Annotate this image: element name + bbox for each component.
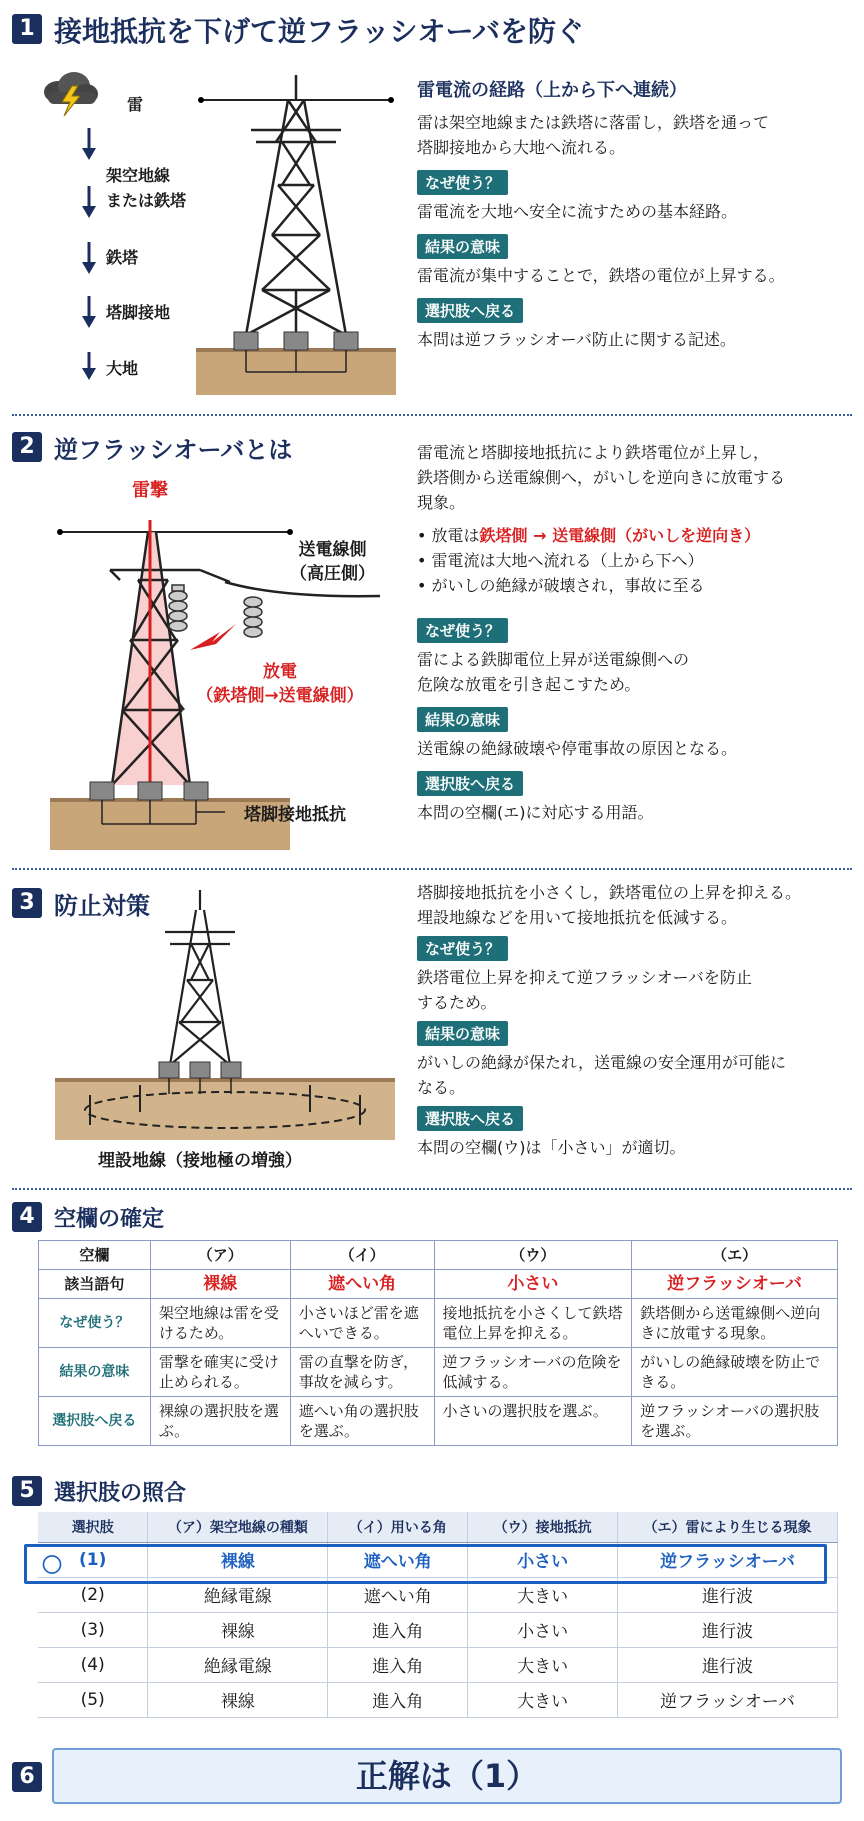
answer-text: 正解は（1） bbox=[355, 1757, 539, 1795]
correct-row-highlight bbox=[24, 1544, 827, 1584]
bullet-insulation: • がいしの絶縁が破壊され，事故に至る bbox=[417, 576, 705, 595]
bullet-current: • 雷電流は大地へ流れる（上から下へ） bbox=[417, 551, 704, 570]
result-tag: 結果の意味 bbox=[417, 1021, 508, 1046]
answer-box bbox=[52, 1748, 842, 1804]
option-cell: (5) bbox=[38, 1682, 148, 1717]
table-cell: 接地抵抗を小さくして鉄塔電位上昇を抑える。 bbox=[434, 1299, 632, 1348]
table-row bbox=[38, 1612, 838, 1647]
header-cell: （ウ）接地抵抗 bbox=[468, 1512, 618, 1542]
table-row bbox=[39, 1397, 838, 1446]
table-cell: 大きい bbox=[468, 1647, 618, 1682]
table-cell: 架空地線は雷を受けるため。 bbox=[150, 1299, 290, 1348]
why-tag: なぜ使う？ bbox=[417, 618, 508, 643]
tower-illustration bbox=[196, 70, 396, 400]
table-row bbox=[39, 1348, 838, 1397]
flow-or-tower: または鉄塔 bbox=[106, 191, 187, 210]
header-cell: （エ）雷により生じる現象 bbox=[618, 1512, 838, 1542]
result-text: がいしの絶縁が保たれ，送電線の安全運用が可能に なる。 bbox=[417, 1053, 786, 1097]
buried-wire-caption: 埋設地線（接地極の増強） bbox=[98, 1151, 302, 1171]
table-cell: 小さい bbox=[468, 1612, 618, 1647]
down-arrow-icon bbox=[82, 296, 96, 328]
header-cell: （ウ） bbox=[434, 1241, 632, 1270]
table-cell: がいしの絶縁破壊を防止できる。 bbox=[632, 1348, 838, 1397]
section-divider bbox=[12, 414, 852, 416]
table-row bbox=[38, 1682, 838, 1717]
section-3-number: 3 bbox=[12, 888, 42, 918]
term-cell: 逆フラッシオーバ bbox=[632, 1270, 838, 1299]
option-cell: (3) bbox=[38, 1612, 148, 1647]
table-cell: 裸線 bbox=[148, 1612, 328, 1647]
table-row bbox=[39, 1270, 838, 1299]
header-cell: （イ）用いる角 bbox=[328, 1512, 468, 1542]
table-cell: 絶縁電線 bbox=[148, 1647, 328, 1682]
table-cell: 進入角 bbox=[328, 1612, 468, 1647]
section-1-number: 1 bbox=[12, 14, 42, 44]
section-3-text bbox=[417, 880, 857, 1160]
result-tag: 結果の意味 bbox=[417, 707, 508, 732]
section-2-desc: 雷電流と塔脚接地抵抗により鉄塔電位が上昇し， 鉄塔側から送電線側へ，がいしを逆向きに放電する 現象。 bbox=[417, 443, 786, 512]
table-cell: 進行波 bbox=[618, 1577, 838, 1612]
table-cell: 裸線の選択肢を選ぶ。 bbox=[150, 1397, 290, 1446]
section-divider bbox=[12, 868, 852, 870]
back-tag: 選択肢へ戻る bbox=[417, 1106, 523, 1131]
result-tag: 結果の意味 bbox=[417, 234, 508, 259]
row-label: 選択肢へ戻る bbox=[39, 1397, 151, 1446]
back-tag: 選択肢へ戻る bbox=[417, 298, 523, 323]
table-cell: 裸線 bbox=[148, 1542, 328, 1577]
header-cell: （ア）架空地線の種類 bbox=[148, 1512, 328, 1542]
table-row bbox=[39, 1299, 838, 1348]
section-4-title: 空欄の確定 bbox=[54, 1207, 165, 1232]
flow-lightning: 雷 bbox=[127, 95, 144, 114]
row-label: 結果の意味 bbox=[39, 1348, 151, 1397]
correct-mark-icon: 〇 bbox=[42, 1552, 62, 1577]
why-tag: なぜ使う？ bbox=[417, 170, 508, 195]
result-text: 送電線の絶縁破壊や停電事故の原因となる。 bbox=[417, 739, 738, 758]
table-cell: 裸線 bbox=[148, 1682, 328, 1717]
why-tag: なぜ使う？ bbox=[417, 936, 508, 961]
flow-tower-foot: 塔脚接地 bbox=[106, 303, 171, 322]
term-cell: 遮へい角 bbox=[290, 1270, 434, 1299]
table-cell: 遮へい角 bbox=[328, 1542, 468, 1577]
table-cell: 絶縁電線 bbox=[148, 1577, 328, 1612]
table-cell: 小さいほど雷を遮へいできる。 bbox=[290, 1299, 434, 1348]
option-cell: (4) bbox=[38, 1647, 148, 1682]
section-2-number: 2 bbox=[12, 432, 42, 462]
section-3-desc: 塔脚接地抵抗を小さくし，鉄塔電位の上昇を抑える。 埋設地線などを用いて接地抵抗を低減する。 bbox=[417, 883, 802, 927]
section-1-subtitle: 雷電流の経路（上から下へ連続） bbox=[417, 80, 687, 101]
table-cell: 逆フラッシオーバ bbox=[618, 1682, 838, 1717]
section-1-title: 接地抵抗を下げて逆フラッシオーバを防ぐ bbox=[54, 15, 585, 48]
section-1-text bbox=[417, 76, 857, 352]
section-3-title: 防止対策 bbox=[54, 892, 150, 920]
section-6-number: 6 bbox=[12, 1762, 42, 1792]
table-cell: 大きい bbox=[468, 1577, 618, 1612]
back-text: 本問の空欄(ウ)は「小さい」が適切。 bbox=[417, 1138, 686, 1157]
table-cell: 進入角 bbox=[328, 1647, 468, 1682]
table-cell: 遮へい角の選択肢を選ぶ。 bbox=[290, 1397, 434, 1446]
table-cell: 小さい bbox=[468, 1542, 618, 1577]
row-label: 該当語句 bbox=[39, 1270, 151, 1299]
table-cell: 進入角 bbox=[328, 1682, 468, 1717]
table-cell: 遮へい角 bbox=[328, 1577, 468, 1612]
back-text: 本問は逆フラッシオーバ防止に関する記述。 bbox=[417, 330, 736, 349]
table-header-row bbox=[39, 1241, 838, 1270]
header-cell: 空欄 bbox=[39, 1241, 151, 1270]
flow-overhead-wire: 架空地線 bbox=[106, 166, 171, 185]
row-label: なぜ使う？ bbox=[39, 1299, 151, 1348]
table-header-row bbox=[38, 1512, 838, 1542]
term-cell: 小さい bbox=[434, 1270, 632, 1299]
section-2-title: 逆フラッシオーバとは bbox=[54, 436, 293, 464]
option-cell: (2) bbox=[38, 1577, 148, 1612]
back-tag: 選択肢へ戻る bbox=[417, 771, 523, 796]
flow-earth: 大地 bbox=[106, 359, 139, 378]
result-text: 雷電流が集中することで，鉄塔の電位が上昇する。 bbox=[417, 266, 785, 285]
why-text: 雷電流を大地へ安全に流すための基本経路。 bbox=[417, 202, 738, 221]
back-text: 本問の空欄(エ)に対応する用語。 bbox=[417, 803, 654, 822]
table-cell: 雷撃を確実に受け止められる。 bbox=[150, 1348, 290, 1397]
tower-ground-resistance-label: 塔脚接地抵抗 bbox=[244, 805, 346, 825]
header-cell: 選択肢 bbox=[38, 1512, 148, 1542]
section-5-title: 選択肢の照合 bbox=[54, 1481, 187, 1506]
down-arrow-icon bbox=[82, 186, 96, 218]
section-1-desc: 雷は架空地線または鉄塔に落雷し，鉄塔を通って 塔脚接地から大地へ流れる。 bbox=[417, 113, 770, 157]
table-cell: 大きい bbox=[468, 1682, 618, 1717]
table-cell: 雷の直撃を防ぎ，事故を減らす。 bbox=[290, 1348, 434, 1397]
table-row bbox=[38, 1647, 838, 1682]
table-cell: 進行波 bbox=[618, 1612, 838, 1647]
why-text: 雷による鉄脚電位上昇が送電線側への 危険な放電を引き起こすため。 bbox=[417, 650, 690, 694]
option-cell: 〇 (1) bbox=[38, 1542, 148, 1577]
down-arrow-icon bbox=[82, 352, 96, 380]
blank-determination-table bbox=[38, 1240, 838, 1446]
header-cell: （ア） bbox=[150, 1241, 290, 1270]
buried-ground-wire-illustration bbox=[55, 890, 395, 1140]
down-arrow-icon bbox=[82, 242, 96, 274]
option-matching-table bbox=[38, 1512, 838, 1718]
table-cell: 逆フラッシオーバの選択肢を選ぶ。 bbox=[632, 1397, 838, 1446]
table-cell: 逆フラッシオーバの危険を低減する。 bbox=[434, 1348, 632, 1397]
term-cell: 裸線 bbox=[150, 1270, 290, 1299]
header-cell: （イ） bbox=[290, 1241, 434, 1270]
strike-label: 雷撃 bbox=[132, 480, 168, 501]
discharge-label: 放電 （鉄塔側→送電線側） bbox=[196, 662, 364, 706]
section-5-number: 5 bbox=[12, 1476, 42, 1506]
table-cell: 鉄塔側から送電線側へ逆向きに放電する現象。 bbox=[632, 1299, 838, 1348]
header-cell: （エ） bbox=[632, 1241, 838, 1270]
line-side-label: 送電線側 （高圧側） bbox=[290, 540, 375, 584]
bullet-discharge: • 放電は鉄塔側 → 送電線側（がいしを逆向き） bbox=[417, 526, 761, 545]
down-arrow-icon bbox=[82, 128, 96, 160]
section-4-number: 4 bbox=[12, 1202, 42, 1232]
section-divider bbox=[12, 1188, 852, 1190]
table-cell: 小さいの選択肢を選ぶ。 bbox=[434, 1397, 632, 1446]
flow-tower: 鉄塔 bbox=[106, 248, 139, 267]
storm-cloud-icon bbox=[38, 68, 102, 116]
table-cell: 逆フラッシオーバ bbox=[618, 1542, 838, 1577]
table-cell: 進行波 bbox=[618, 1647, 838, 1682]
section-2-text bbox=[417, 440, 857, 825]
why-text: 鉄塔電位上昇を抑えて逆フラッシオーバを防止 するため。 bbox=[417, 968, 752, 1012]
